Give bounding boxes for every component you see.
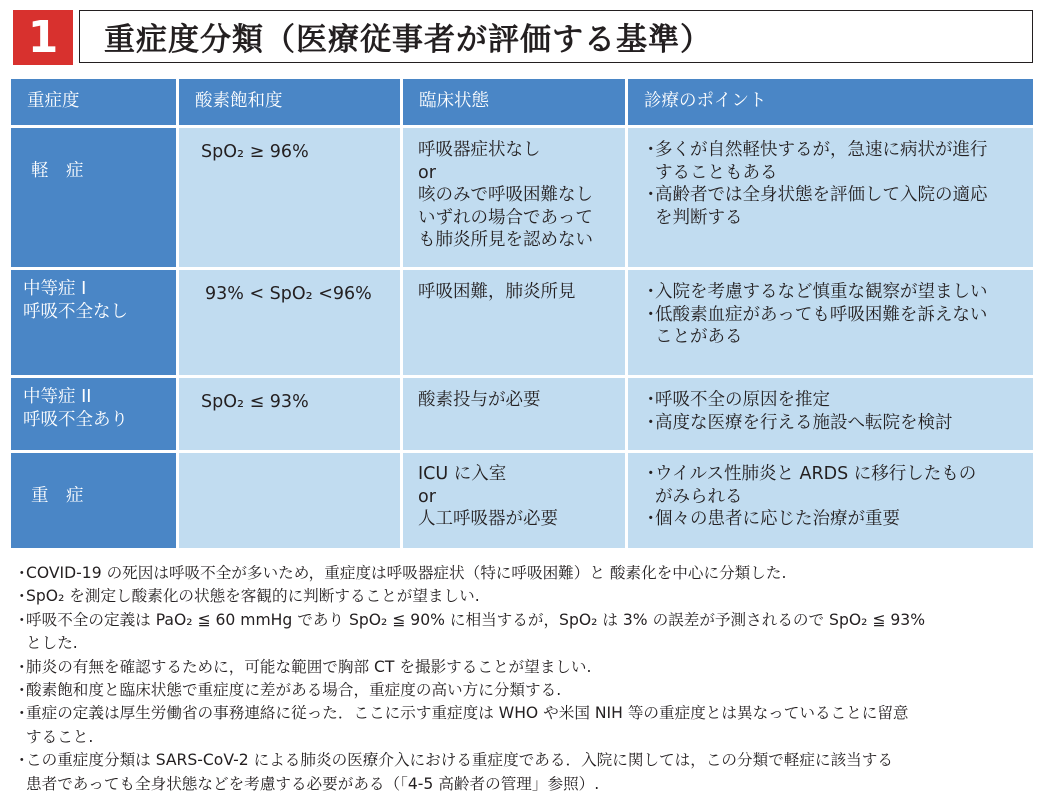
point-text-continued: がみられる [655, 486, 743, 507]
bullet-dot-icon: ・ [14, 610, 30, 629]
severity-label: 呼吸不全なし [23, 301, 128, 322]
point-text: 高齢者では全身状態を評価して入院の適応 [655, 185, 988, 205]
bullet-dot-icon: ・ [14, 587, 30, 606]
note-line [14, 562, 1034, 585]
point-text: 多くが自然軽快するが，急速に病状が進行 [655, 140, 988, 160]
clinical-line: or [418, 486, 436, 507]
clinical-cell [403, 453, 625, 548]
point-text: ウイルス性肺炎と ARDS に移行したもの [655, 464, 977, 484]
severity-label: 軽 症 [31, 161, 84, 181]
note-line [14, 656, 1034, 679]
clinical-cell [403, 378, 625, 450]
point-text: 個々の患者に応じた治療が重要 [655, 509, 900, 529]
bullet-dot-icon: ・ [642, 464, 660, 484]
note-text: 患者であっても全身状態などを考慮する必要がある（「4-5 高齢者の管理」参照）. [26, 774, 600, 793]
header-points: 診療のポイント [628, 79, 1033, 125]
note-text: SpO₂ を測定し酸素化の状態を客観的に判断することが望ましい. [26, 587, 480, 606]
point-text-continued: を判断する [655, 207, 743, 228]
point-item [642, 304, 1033, 327]
bullet-dot-icon: ・ [642, 412, 660, 433]
clinical-line: 咳のみで呼吸困難なし [418, 185, 593, 205]
note-text: COVID-19 の死因は呼吸不全が多いため，重症度は呼吸器症状（特に呼吸困難）と 酸素化を中心に分類した. [26, 564, 787, 582]
severity-label: 重 症 [31, 486, 84, 506]
point-item [642, 508, 1033, 531]
severity-label: 呼吸不全あり [23, 409, 128, 430]
section-number-badge: 1 [13, 10, 73, 65]
note-text: 呼吸不全の定義は PaO₂ ≦ 60 mmHg であり SpO₂ ≦ 90% に相当するが，SpO₂ は 3% の誤差が予測されるので SpO₂ ≦ 93% [26, 610, 926, 629]
bullet-dot-icon: ・ [14, 681, 30, 700]
clinical-line: 呼吸器症状なし [418, 140, 541, 160]
note-text: この重症度分類は SARS-CoV-2 による肺炎の医療介入における重症度である．入院に関しては，この分類で軽症に該当する [26, 751, 893, 770]
bullet-dot-icon: ・ [642, 282, 660, 302]
note-line [14, 702, 1034, 725]
severity-cell [11, 270, 176, 375]
bullet-dot-icon [14, 773, 26, 796]
bullet-dot-icon: ・ [14, 704, 30, 723]
spo2-cell [179, 453, 400, 548]
clinical-line: or [418, 162, 436, 183]
clinical-line: 呼吸困難，肺炎所見 [418, 282, 576, 302]
severity-label: 中等症 II [23, 387, 92, 407]
note-line [14, 749, 1034, 772]
clinical-line: いずれの場合であって [418, 207, 593, 228]
severity-cell [11, 453, 176, 548]
note-text: とした. [26, 634, 78, 653]
note-line [14, 679, 1034, 702]
point-item [642, 139, 1033, 162]
clinical-cell [403, 128, 625, 267]
spo2-value: SpO₂ ≥ 96% [201, 142, 309, 162]
note-line [14, 609, 1034, 632]
bullet-dot-icon: ・ [14, 564, 30, 582]
spo2-cell [179, 270, 400, 375]
point-text-continued: することもある [655, 162, 778, 183]
page-title: 重症度分類（医療従事者が評価する基準） [79, 10, 1033, 63]
bullet-dot-icon: ・ [642, 509, 660, 529]
point-text: 高度な医療を行える施設へ転院を検討 [655, 412, 953, 433]
clinical-line: も肺炎所見を認めない [418, 230, 593, 250]
clinical-line: ICU に入室 [418, 464, 507, 484]
header-severity: 重症度 [11, 79, 176, 125]
note-line [14, 773, 1034, 796]
note-line [14, 632, 1034, 655]
point-item [642, 389, 1033, 412]
point-text: 呼吸不全の原因を推定 [655, 390, 830, 410]
note-line [14, 585, 1034, 608]
header-clinical: 臨床状態 [403, 79, 625, 125]
spo2-cell [179, 128, 400, 267]
point-item [642, 281, 1033, 304]
bullet-dot-icon: ・ [642, 140, 660, 160]
points-cell [628, 128, 1033, 267]
bullet-dot-icon: ・ [642, 304, 660, 325]
bullet-dot-icon [14, 726, 26, 749]
severity-cell [11, 378, 176, 450]
point-item [642, 412, 1033, 435]
bullet-dot-icon: ・ [14, 751, 30, 770]
severity-cell [11, 128, 176, 267]
point-item [642, 463, 1033, 486]
spo2-value: 93% < SpO₂ <96% [205, 284, 372, 304]
note-line [14, 726, 1034, 749]
point-text-continued: ことがある [655, 327, 743, 347]
spo2-value: SpO₂ ≤ 93% [201, 392, 309, 412]
note-text: 肺炎の有無を確認するために，可能な範囲で胸部 CT を撮影することが望ましい. [26, 657, 592, 676]
bullet-dot-icon: ・ [642, 390, 660, 410]
note-text: すること. [26, 727, 94, 746]
bullet-dot-icon [14, 632, 26, 655]
point-text: 低酸素血症があっても呼吸困難を訴えない [655, 304, 988, 325]
note-text: 重症の定義は厚生労働省の事務連絡に従った．ここに示す重症度は WHO や米国 NIH 等の重症度とは異なっていることに留意 [26, 704, 909, 723]
bullet-dot-icon: ・ [14, 657, 30, 676]
clinical-cell [403, 270, 625, 375]
points-cell [628, 453, 1033, 548]
note-text: 酸素飽和度と臨床状態で重症度に差がある場合，重症度の高い方に分類する. [26, 681, 562, 700]
bullet-dot-icon: ・ [642, 185, 660, 205]
points-cell [628, 270, 1033, 375]
clinical-line: 酸素投与が必要 [418, 390, 541, 410]
point-item [642, 184, 1033, 207]
point-text: 入院を考慮するなど慎重な観察が望ましい [655, 282, 988, 302]
notes-list [14, 562, 1034, 796]
clinical-line: 人工呼吸器が必要 [418, 509, 558, 529]
header-spo2: 酸素飽和度 [179, 79, 400, 125]
severity-label: 中等症 I [23, 279, 87, 299]
spo2-cell [179, 378, 400, 450]
section-title [13, 10, 1033, 65]
points-cell [628, 378, 1033, 450]
